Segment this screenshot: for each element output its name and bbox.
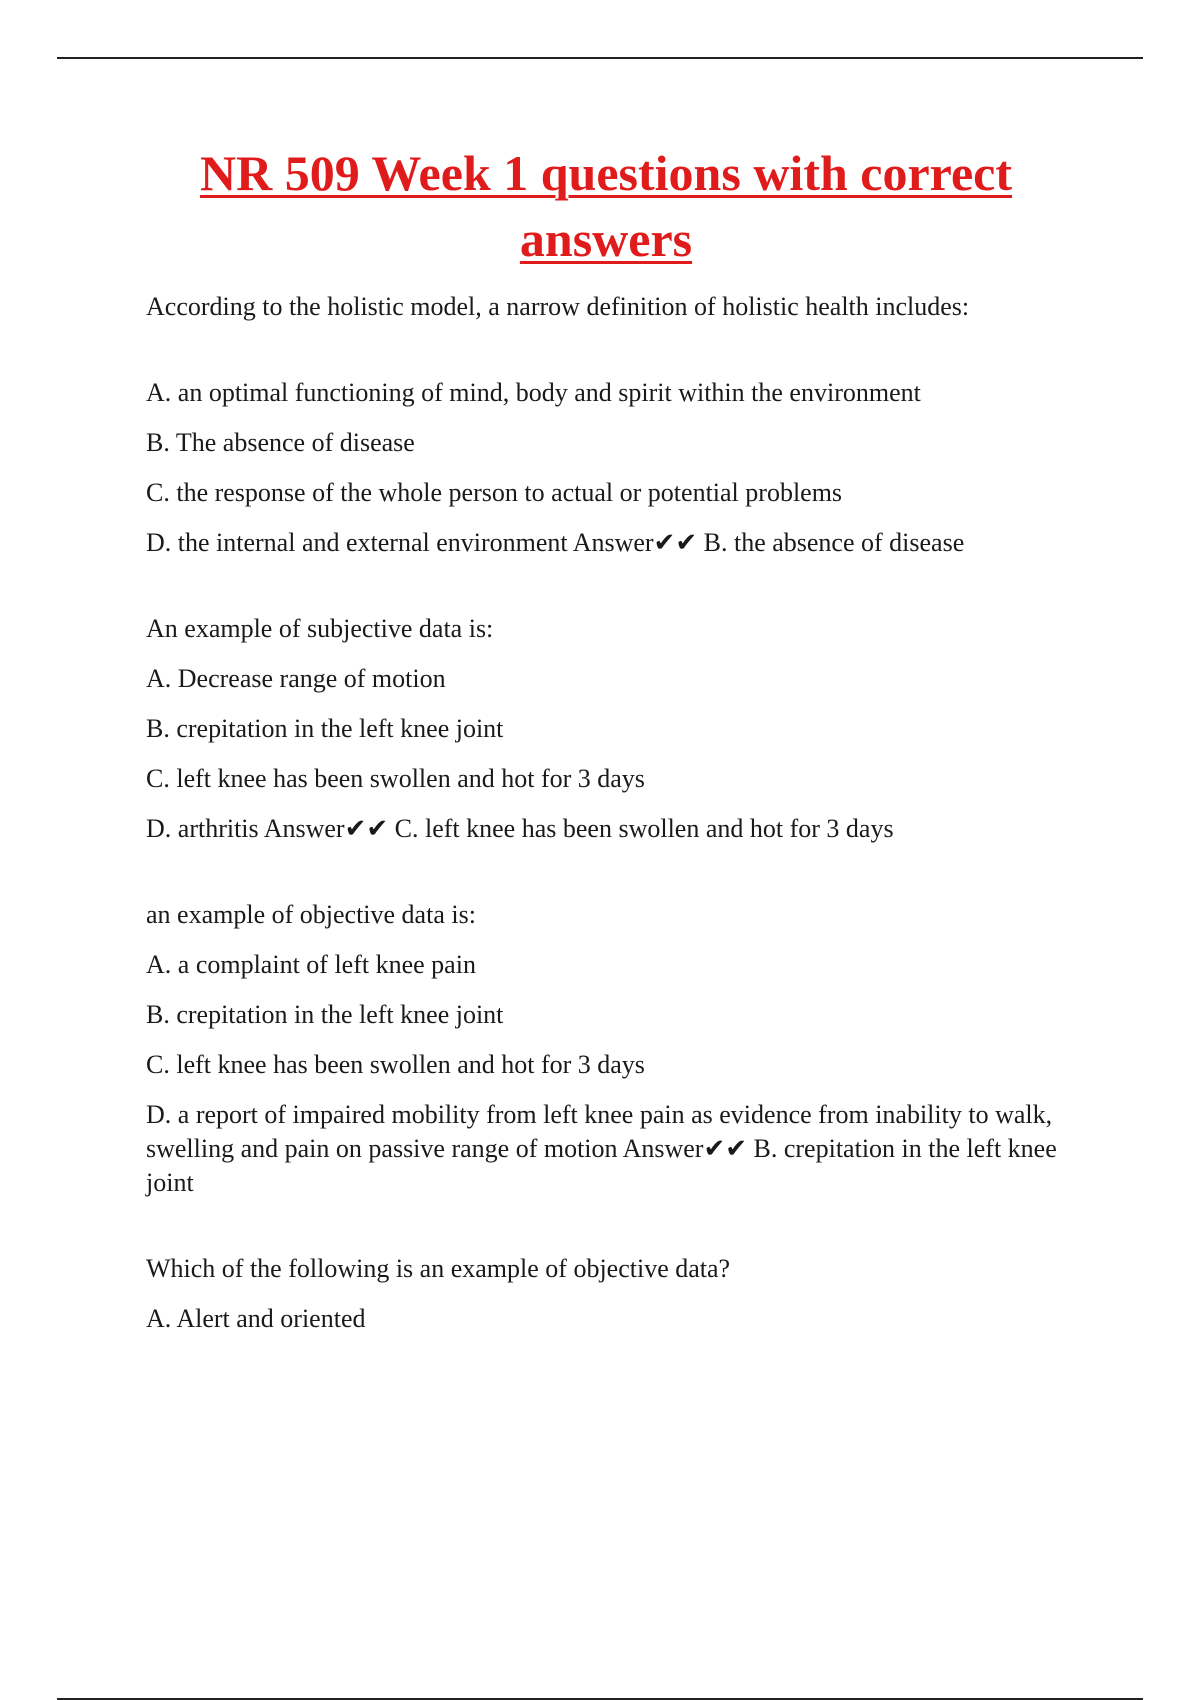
option-d-answer: D. a report of impaired mobility from left knee pain as evidence from inability to walk, swelling and pain on passive range of motion Answer✔✔ B. crepitation in the left knee joint	[146, 1100, 1057, 1197]
question-prompt: Which of the following is an example of objective data?	[146, 1254, 731, 1283]
option-c: C. left knee has been swollen and hot for 3 days	[146, 764, 645, 793]
option-d-answer: D. arthritis Answer✔✔ C. left knee has been swollen and hot for 3 days	[146, 814, 894, 843]
question-prompt: an example of objective data is:	[146, 900, 476, 929]
question-3	[146, 898, 1066, 1200]
question-prompt: According to the holistic model, a narrow definition of holistic health includes:	[146, 292, 970, 321]
option-a: A. Decrease range of motion	[146, 664, 446, 693]
option-c: C. the response of the whole person to actual or potential problems	[146, 478, 843, 507]
top-rule	[57, 57, 1143, 59]
option-b: B. crepitation in the left knee joint	[146, 714, 504, 743]
option-a: A. Alert and oriented	[146, 1304, 366, 1333]
document-body	[146, 140, 1066, 1352]
option-d-answer: D. the internal and external environment Answer✔✔ B. the absence of disease	[146, 528, 965, 557]
option-a: A. an optimal functioning of mind, body and spirit within the environment	[146, 378, 921, 407]
question-4	[146, 1252, 1066, 1336]
option-b: B. The absence of disease	[146, 428, 415, 457]
option-c: C. left knee has been swollen and hot for 3 days	[146, 1050, 645, 1079]
option-b: B. crepitation in the left knee joint	[146, 1000, 504, 1029]
document-title: NR 509 Week 1 questions with correct answers	[200, 145, 1012, 267]
question-prompt: An example of subjective data is:	[146, 614, 494, 643]
option-a: A. a complaint of left knee pain	[146, 950, 476, 979]
question-2	[146, 612, 1066, 846]
question-1	[146, 290, 1066, 560]
